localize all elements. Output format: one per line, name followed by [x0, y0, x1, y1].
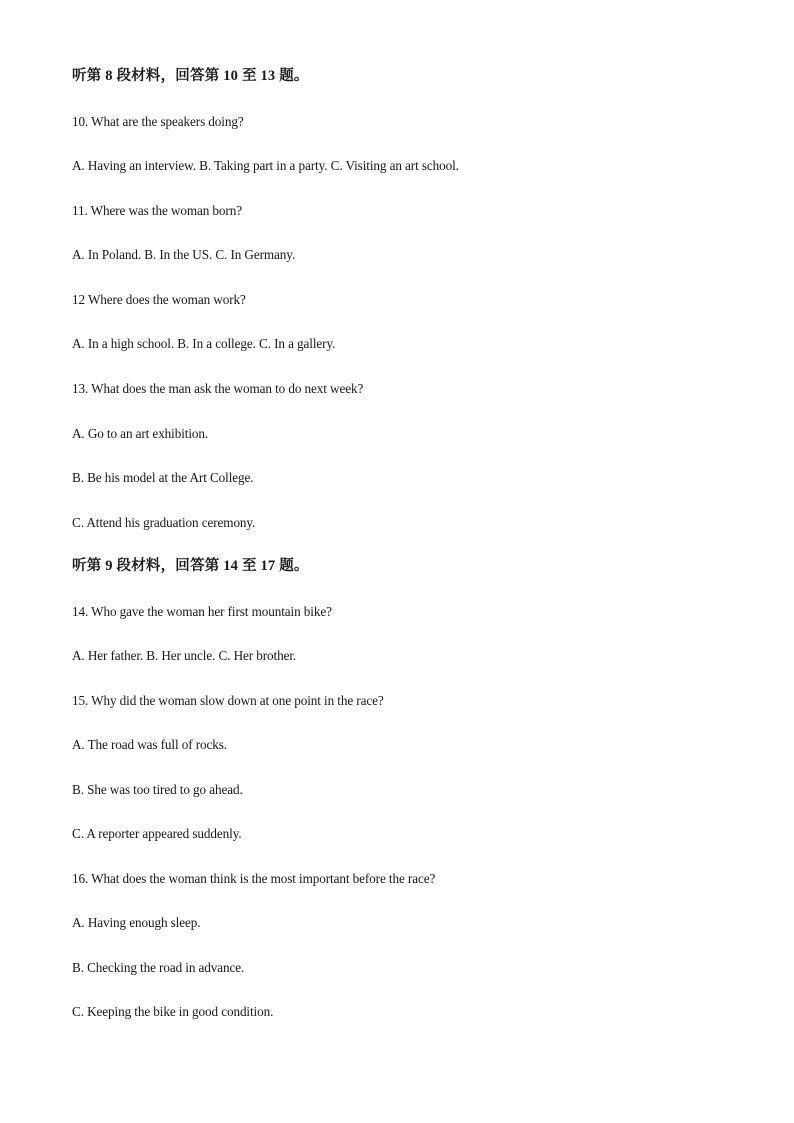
- question-stem: 13. What does the man ask the woman to do next week?: [72, 381, 364, 396]
- question-stem: 10. What are the speakers doing?: [72, 114, 244, 129]
- section-heading: 听第 9 段材料，回答第 14 至 17 题。: [72, 558, 309, 574]
- question-stem: 11. Where was the woman born?: [72, 203, 242, 218]
- answer-option: A. The road was full of rocks.: [72, 737, 227, 752]
- answer-options: A. Having an interview. B. Taking part in a party. C. Visiting an art school.: [72, 158, 459, 173]
- answer-options: A. Her father. B. Her uncle. C. Her brother.: [72, 648, 297, 663]
- answer-option: B. She was too tired to go ahead.: [72, 782, 243, 797]
- answer-option: A. Having enough sleep.: [72, 915, 201, 930]
- question-stem: 16. What does the woman think is the most important before the race?: [72, 871, 436, 886]
- answer-option: C. Attend his graduation ceremony.: [72, 515, 256, 530]
- answer-option: B. Be his model at the Art College.: [72, 470, 254, 485]
- answer-option: C. Keeping the bike in good condition.: [72, 1004, 274, 1019]
- question-stem: 15. Why did the woman slow down at one point in the race?: [72, 693, 384, 708]
- answer-option: C. A reporter appeared suddenly.: [72, 826, 242, 841]
- answer-option: B. Checking the road in advance.: [72, 960, 245, 975]
- question-stem: 12 Where does the woman work?: [72, 292, 246, 307]
- question-stem: 14. Who gave the woman her first mountain bike?: [72, 604, 332, 619]
- section-heading: 听第 8 段材料，回答第 10 至 13 题。: [72, 68, 309, 84]
- answer-options: A. In a high school. B. In a college. C. In a gallery.: [72, 336, 336, 351]
- answer-options: A. In Poland. B. In the US. C. In Germany.: [72, 247, 296, 262]
- answer-option: A. Go to an art exhibition.: [72, 426, 209, 441]
